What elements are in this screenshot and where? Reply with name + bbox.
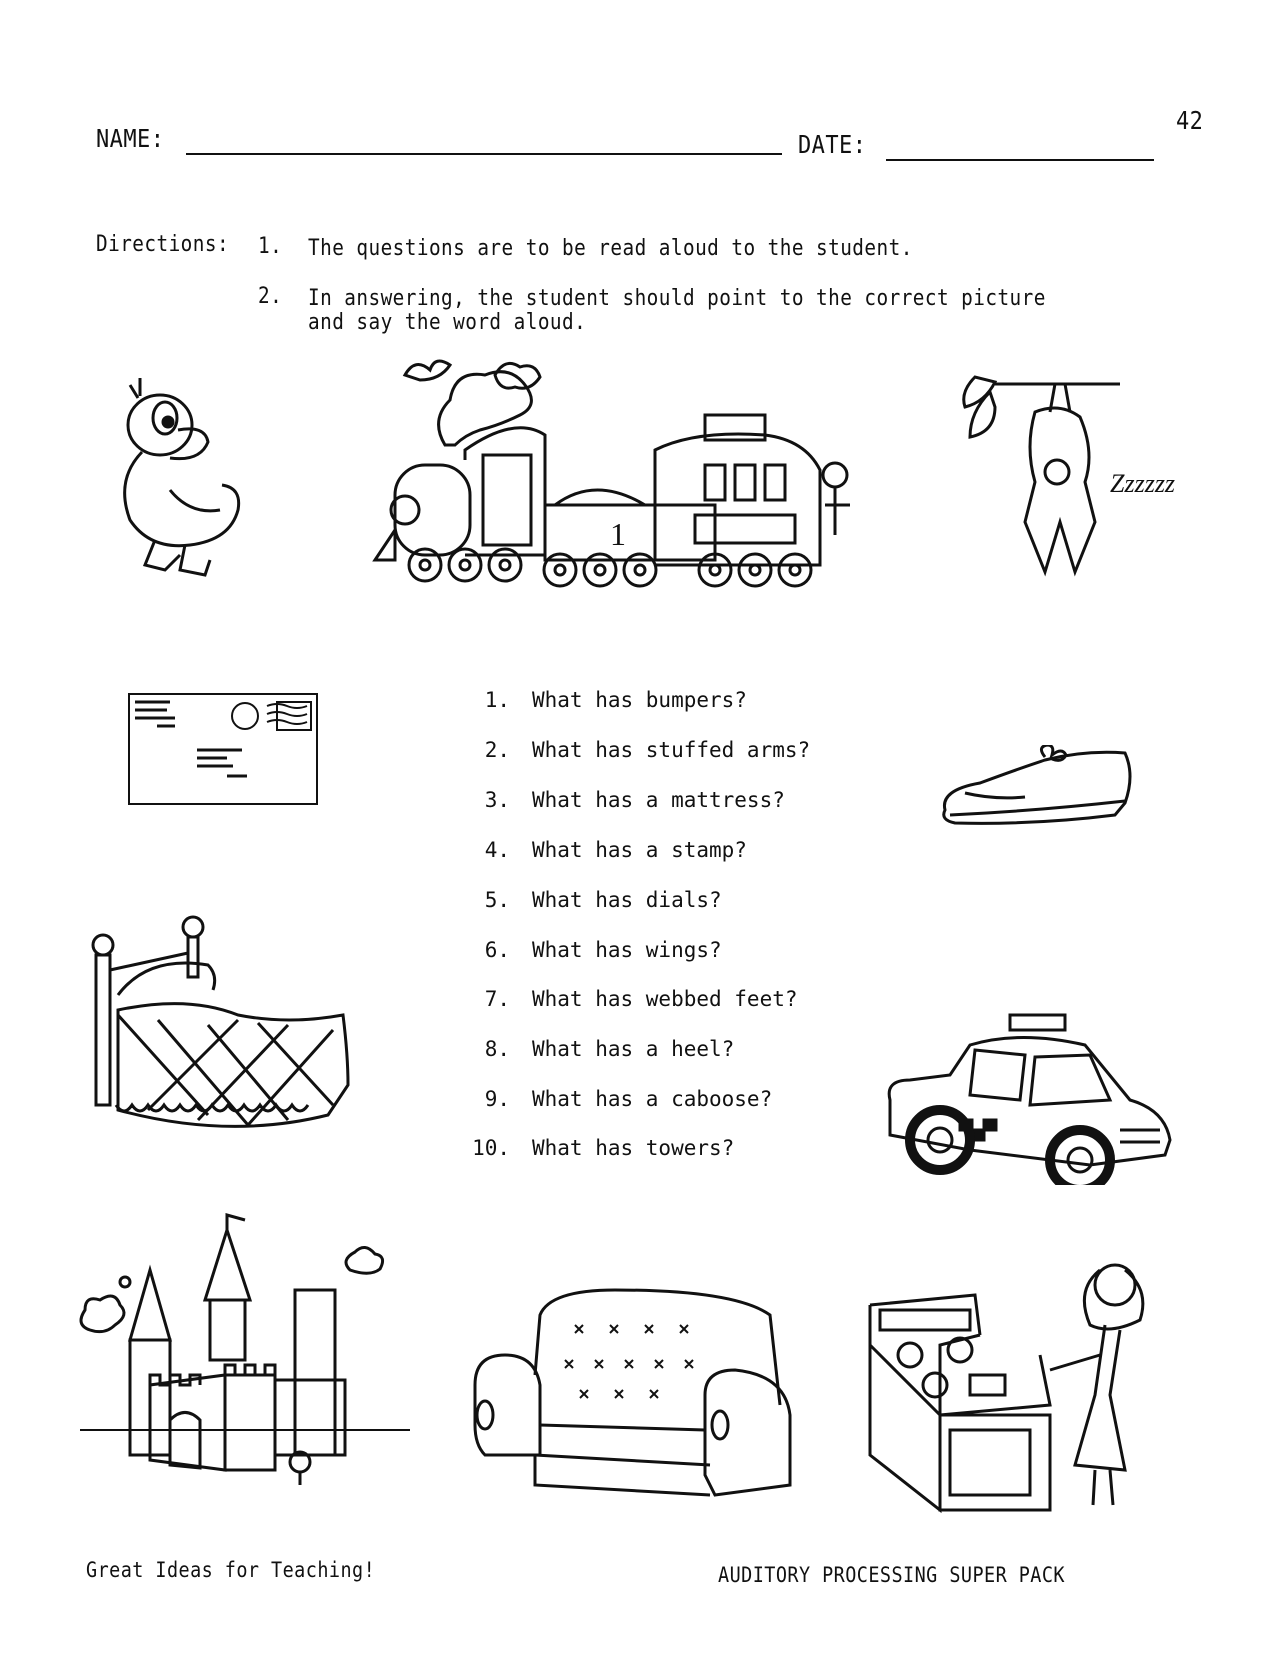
question-number: 7.: [484, 987, 510, 1011]
svg-text:1: 1: [610, 516, 626, 552]
name-label: NAME:: [96, 124, 165, 153]
page-number: 42: [1176, 106, 1204, 135]
direction-text: and say the word aloud.: [308, 310, 587, 335]
question-number: 6.: [484, 938, 510, 962]
date-field[interactable]: [886, 159, 1154, 161]
question-number: 1.: [484, 688, 510, 712]
date-label: DATE:: [798, 130, 867, 159]
stove-picture[interactable]: [865, 1255, 1175, 1515]
direction-number: 2.: [258, 284, 283, 309]
bed-picture[interactable]: [88, 915, 370, 1150]
question-text: What has a heel?: [532, 1037, 735, 1061]
direction-number: 1.: [258, 234, 283, 259]
envelope-picture[interactable]: [127, 692, 319, 806]
name-field[interactable]: [186, 153, 782, 155]
question-text: What has stuffed arms?: [532, 738, 811, 762]
duck-picture[interactable]: [110, 370, 260, 580]
direction-text: The questions are to be read aloud to the student.: [308, 236, 913, 261]
car-picture[interactable]: [870, 1000, 1175, 1185]
directions-label: Directions:: [96, 232, 230, 257]
question-number: 3.: [484, 788, 510, 812]
armchair-picture[interactable]: [465, 1285, 805, 1500]
question-number: 10.: [472, 1136, 510, 1160]
shoe-icon: [935, 745, 1135, 830]
footer-title: AUDITORY PROCESSING SUPER PACK: [718, 1563, 1065, 1587]
question-text: What has a mattress?: [532, 788, 785, 812]
question-text: What has a caboose?: [532, 1087, 773, 1111]
armchair-icon: [465, 1285, 805, 1500]
direction-text: In answering, the student should point to the correct picture: [308, 286, 1046, 311]
stove-icon: [865, 1255, 1175, 1515]
question-text: What has a stamp?: [532, 838, 747, 862]
question-text: What has towers?: [532, 1136, 735, 1160]
footer-publisher: Great Ideas for Teaching!: [86, 1558, 376, 1582]
castle-picture[interactable]: [70, 1210, 415, 1485]
bat-picture[interactable]: [945, 372, 1195, 602]
train-picture[interactable]: [365, 355, 905, 590]
car-icon: [870, 1000, 1175, 1185]
question-text: What has wings?: [532, 938, 722, 962]
question-text: What has bumpers?: [532, 688, 747, 712]
bat-icon: [945, 372, 1195, 602]
question-number: 2.: [484, 738, 510, 762]
question-text: What has webbed feet?: [532, 987, 798, 1011]
shoe-picture[interactable]: [935, 745, 1135, 830]
bed-icon: [88, 915, 370, 1150]
question-text: What has dials?: [532, 888, 722, 912]
question-number: 8.: [484, 1037, 510, 1061]
question-number: 5.: [484, 888, 510, 912]
question-number: 4.: [484, 838, 510, 862]
train-icon: [365, 355, 905, 590]
question-number: 9.: [484, 1087, 510, 1111]
svg-text:Zzzzzz: Zzzzzz: [1110, 469, 1176, 498]
castle-icon: [70, 1210, 415, 1485]
envelope-icon: [127, 692, 319, 806]
duck-icon: [110, 370, 260, 580]
